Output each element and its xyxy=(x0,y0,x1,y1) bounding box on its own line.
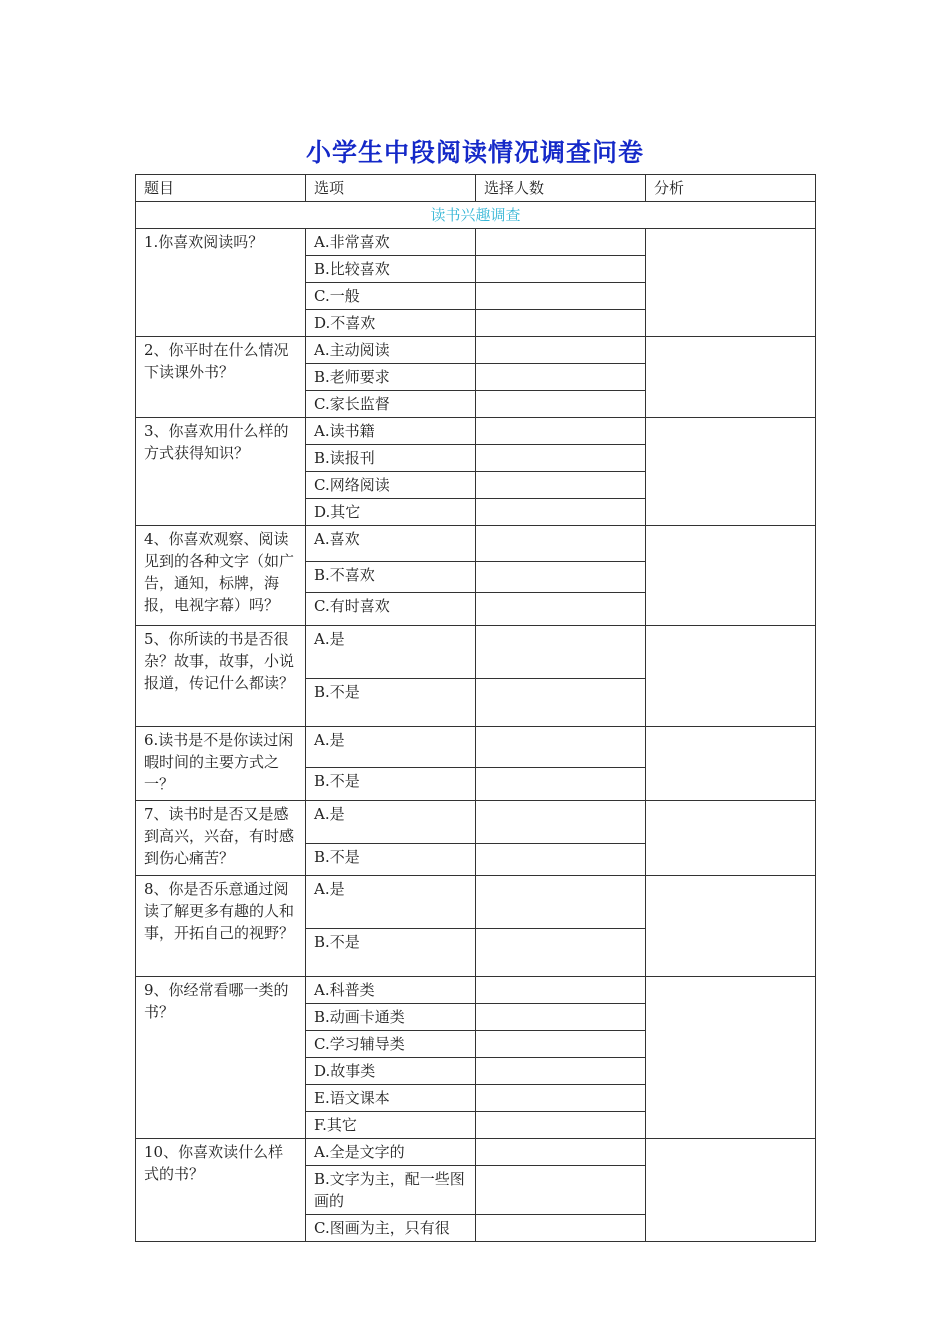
count-cell[interactable] xyxy=(476,593,646,626)
analysis-cell[interactable] xyxy=(646,337,816,418)
question-text: 2、你平时在什么情况下读课外书？ xyxy=(136,337,306,418)
option-label: E.语文课本 xyxy=(306,1085,476,1112)
count-cell[interactable] xyxy=(476,562,646,593)
count-cell[interactable] xyxy=(476,1004,646,1031)
option-label: B.老师要求 xyxy=(306,364,476,391)
option-label: A.主动阅读 xyxy=(306,337,476,364)
option-row xyxy=(136,977,816,1004)
question-text: 6.读书是不是你读过闲暇时间的主要方式之一？ xyxy=(136,727,306,801)
option-row xyxy=(136,727,816,768)
count-cell[interactable] xyxy=(476,310,646,337)
count-cell[interactable] xyxy=(476,256,646,283)
header-question: 题目 xyxy=(136,175,306,202)
analysis-cell[interactable] xyxy=(646,801,816,876)
option-label: C.家长监督 xyxy=(306,391,476,418)
analysis-cell[interactable] xyxy=(646,626,816,727)
count-cell[interactable] xyxy=(476,626,646,679)
option-label: A.喜欢 xyxy=(306,526,476,562)
option-row xyxy=(136,876,816,929)
count-cell[interactable] xyxy=(476,1215,646,1242)
question-text: 1.你喜欢阅读吗？ xyxy=(136,229,306,337)
count-cell[interactable] xyxy=(476,499,646,526)
analysis-cell[interactable] xyxy=(646,876,816,977)
option-label: B.比较喜欢 xyxy=(306,256,476,283)
count-cell[interactable] xyxy=(476,876,646,929)
option-label: A.科普类 xyxy=(306,977,476,1004)
option-label: A.是 xyxy=(306,626,476,679)
question-text: 7、读书时是否又是感到高兴，兴奋，有时感到伤心痛苦？ xyxy=(136,801,306,876)
count-cell[interactable] xyxy=(476,801,646,844)
count-cell[interactable] xyxy=(476,472,646,499)
option-row xyxy=(136,626,816,679)
option-label: B.读报刊 xyxy=(306,445,476,472)
question-text: 5、你所读的书是否很杂？故事，故事，小说报道，传记什么都读？ xyxy=(136,626,306,727)
option-row xyxy=(136,418,816,445)
option-row xyxy=(136,337,816,364)
count-cell[interactable] xyxy=(476,418,646,445)
option-label: B.不是 xyxy=(306,768,476,801)
count-cell[interactable] xyxy=(476,391,646,418)
option-label: B.文字为主，配一些图画的 xyxy=(306,1166,476,1215)
option-label: A.读书籍 xyxy=(306,418,476,445)
header-row xyxy=(136,175,816,202)
option-label: B.不喜欢 xyxy=(306,562,476,593)
option-row xyxy=(136,526,816,562)
count-cell[interactable] xyxy=(476,1058,646,1085)
option-label: A.非常喜欢 xyxy=(306,229,476,256)
count-cell[interactable] xyxy=(476,364,646,391)
survey-title: 小学生中段阅读情况调查问卷 xyxy=(305,138,644,167)
analysis-cell[interactable] xyxy=(646,977,816,1139)
option-label: A.是 xyxy=(306,727,476,768)
question-text: 10、你喜欢读什么样式的书？ xyxy=(136,1139,306,1242)
count-cell[interactable] xyxy=(476,1031,646,1058)
count-cell[interactable] xyxy=(476,1085,646,1112)
count-cell[interactable] xyxy=(476,229,646,256)
option-label: D.其它 xyxy=(306,499,476,526)
count-cell[interactable] xyxy=(476,1139,646,1166)
count-cell[interactable] xyxy=(476,727,646,768)
question-text: 9、你经常看哪一类的书？ xyxy=(136,977,306,1139)
question-text: 4、你喜欢观察、阅读见到的各种文字（如广告，通知，标牌，海报，电视字幕）吗？ xyxy=(136,526,306,626)
analysis-cell[interactable] xyxy=(646,526,816,626)
option-label: A.是 xyxy=(306,876,476,929)
option-label: B.动画卡通类 xyxy=(306,1004,476,1031)
option-label: B.不是 xyxy=(306,679,476,727)
option-label: C.网络阅读 xyxy=(306,472,476,499)
header-count: 选择人数 xyxy=(476,175,646,202)
count-cell[interactable] xyxy=(476,526,646,562)
count-cell[interactable] xyxy=(476,1112,646,1139)
option-label: B.不是 xyxy=(306,844,476,876)
count-cell[interactable] xyxy=(476,283,646,310)
question-text: 8、你是否乐意通过阅读了解更多有趣的人和事，开拓自己的视野？ xyxy=(136,876,306,977)
option-label: A.全是文字的 xyxy=(306,1139,476,1166)
option-label: C.学习辅导类 xyxy=(306,1031,476,1058)
option-label: A.是 xyxy=(306,801,476,844)
analysis-cell[interactable] xyxy=(646,1139,816,1242)
option-label: D.不喜欢 xyxy=(306,310,476,337)
count-cell[interactable] xyxy=(476,844,646,876)
question-text: 3、你喜欢用什么样的方式获得知识？ xyxy=(136,418,306,526)
analysis-cell[interactable] xyxy=(646,418,816,526)
count-cell[interactable] xyxy=(476,768,646,801)
option-row xyxy=(136,801,816,844)
option-label: F.其它 xyxy=(306,1112,476,1139)
count-cell[interactable] xyxy=(476,1166,646,1215)
option-row xyxy=(136,229,816,256)
analysis-cell[interactable] xyxy=(646,229,816,337)
count-cell[interactable] xyxy=(476,445,646,472)
header-analysis: 分析 xyxy=(646,175,816,202)
analysis-cell[interactable] xyxy=(646,727,816,801)
option-label: B.不是 xyxy=(306,929,476,977)
count-cell[interactable] xyxy=(476,929,646,977)
option-label: D.故事类 xyxy=(306,1058,476,1085)
option-label: C.图画为主，只有很 xyxy=(306,1215,476,1242)
count-cell[interactable] xyxy=(476,977,646,1004)
header-option: 选项 xyxy=(306,175,476,202)
survey-table xyxy=(135,174,816,1242)
option-label: C.一般 xyxy=(306,283,476,310)
section-title: 读书兴趣调查 xyxy=(136,202,816,229)
section-row xyxy=(136,202,816,229)
count-cell[interactable] xyxy=(476,679,646,727)
option-label: C.有时喜欢 xyxy=(306,593,476,626)
count-cell[interactable] xyxy=(476,337,646,364)
option-row xyxy=(136,1139,816,1166)
